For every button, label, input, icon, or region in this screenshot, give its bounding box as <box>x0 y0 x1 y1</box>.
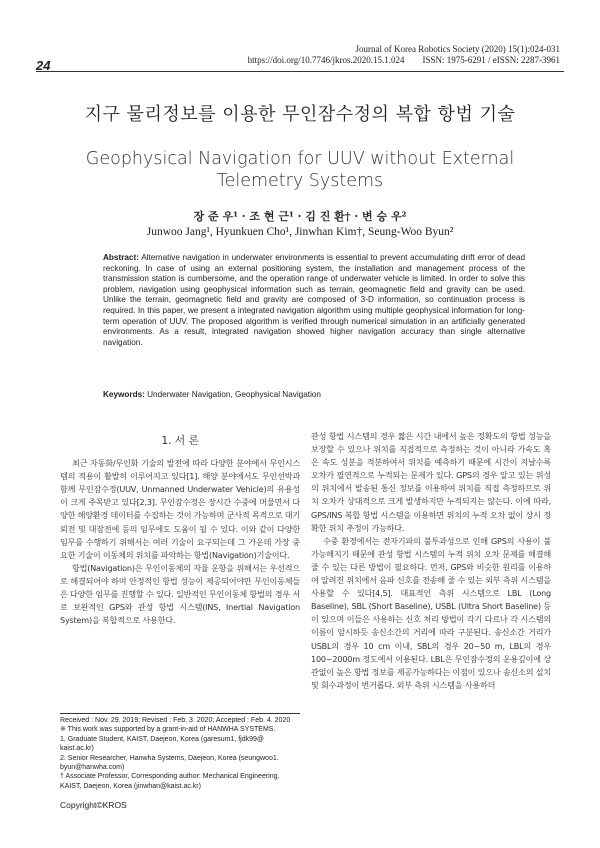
intro-paragraph-1: 최근 자동화/무인화 기술의 발전에 따라 다양한 분야에서 무인시스템의 적용이 활발히 이루어지고 있다[1]. 해양 분야에서도 무인선박과 함께 무인잠수정(UUV, Unmanned Underwater Vehicle)의 유용성이 크게 주목받고 있다[2,3]. 무인잠수정은 장시간 수중에 머물면서 다양한 해양환경 데이터를 수집하는 것이 가능하며 군사적 목적으로 대기뢰전 및 대잠전에 등의 임무에도 도움이 될 수 있다. 이와 같이 다양한 임무를 수행하기 위해서는 여러 기술이 요구되는데 그 가운데 가장 중요한 기술이 이동체의 위치를 파악하는 항법(Navigation)기술이다. <box>60 458 300 560</box>
keywords-text: Underwater Navigation, Geophysical Navigation <box>147 390 321 399</box>
left-column <box>60 428 300 627</box>
journal-citation: Journal of Korea Robotics Society (2020) 15(1):024-031 <box>355 44 560 54</box>
right-column <box>311 430 551 692</box>
korean-title: 지구 물리정보를 이용한 무인잠수정의 복합 항법 기술 <box>84 104 516 125</box>
footnote-2: 2. Senior Researcher, Hanwha Systems, Daejeon, Korea (seungwoo1. byun@hanwha.com) <box>60 754 279 772</box>
footnote-1: 1. Graduate Student, KAIST, Daejeon, Korea (garesum1, fjdk99@ kaist.ac.kr) <box>60 735 264 753</box>
korean-authors: 장 준 우¹ · 조 현 근¹ · 김 진 환† · 변 승 우² <box>193 210 407 223</box>
right-paragraph-2: 수중 환경에서는 전자기파의 불투과성으로 인해 GPS의 사용이 불가능해지기 때문에 관성 항법 시스템의 누적 위치 오차 문제를 해결해줄 수 있는 다른 방법이 필요하다. 먼저, GPS와 비슷한 원리를 이용하여 알려진 위치에서 음파 신호를 전송해 줄 수 있는 외부 측위 시스템을 사용할 수 있다[4,5]. 대표적인 측위 시스템으로 LBL (Long Baseline), SBL (Short Baseline), USBL (Ultra Short Baseline) 등이 있으며 이들은 사용하는 신호 처리 방법이 각기 다르나 각 시스템의 이름이 암시하듯 송신소간의 거리에 따라 구분된다. 송신소간 거리가 USBL의 경우 10 cm 이내, SBL의 경우 20~50 m, LBL의 경우 100~2000m 정도에서 이용된다. LBL은 무인잠수정의 운용깊이에 상관없이 높은 항법 정보를 제공가능하다는 이점이 있으나 송신소의 설치 및 회수과정이 번거롭다. 외부 측위 시스템을 사용하더 <box>311 535 551 690</box>
keywords-label: Keywords: <box>103 390 145 399</box>
page-number: 24 <box>36 58 51 73</box>
footnote-support: ※ This work was supported by a grant-in-aid of HANWHA SYSTEMS. <box>60 726 276 734</box>
footnotes <box>60 716 305 791</box>
abstract <box>103 253 525 348</box>
footnote-3: † Associate Professor, Corresponding author: Mechanical Engineering, KAIST, Daejeon, Korea (jinwhan@kaist.ac.kr) <box>60 773 280 790</box>
header-rule <box>36 71 564 72</box>
section-heading: 1. 서 론 <box>161 434 199 447</box>
abstract-text: Alternative navigation in underwater environments is essential to prevent accumulating drift error of dead reckoning. In case of using an external positioning system, the installation and management process of the transmission station is cumbersome, and the operation range of underwater vehicle is limited. In order to solve this problem, navigation using geophysical information such as terrain, geomagnetic field and gravity can be used. Unlike the terrain, geomagnetic field and gravity are composed of 3-D information, so continuation process is required. In this paper, we present a integrated navigation algorithm using multiple geophysical information for long-term operation of UUV. The proposed algorithm is verified through numerical simulation in an artificially generated environments. As a result, integrated navigation showed higher navigation accuracy than single alternative navigation. <box>103 253 526 347</box>
right-paragraph-1: 관성 항법 시스템의 경우 짧은 시간 내에서 높은 정확도의 항법 성능을 보장할 수 있으나 위치를 직접적으로 측정하는 것이 아니라 가속도 혹은 속도 성분을 적분하여서 위치를 예측하기 때문에 시간이 지날수록 오차가 필연적으로 누적되는 문제가 있다. GPS의 경우 알고 있는 위성의 위치에서 발송된 통신 정보를 이용하여 위치를 직접 측정하므로 위치 오차가 상대적으로 크게 발생하지만 누적되지는 않는다. 이에 따라, GPS/INS 복합 항법 시스템을 이용하면 위치의 누적 오차 없이 상시 정확한 위치 추정이 가능하다. <box>311 431 551 533</box>
copyright: Copyright©KROS <box>60 800 127 810</box>
english-authors: Junwoo Jang¹, Hyunkuen Cho¹, Jinwhan Kim†, Seung-Woo Byun² <box>146 226 454 238</box>
journal-doi-issn: https://doi.org/10.7746/jkros.2020.15.1.024 ISSN: 1975-6291 / eISSN: 2287-3961 <box>247 55 560 65</box>
intro-paragraph-2: 항법(Navigation)은 무인이동체의 자율 운항을 위해서는 우선적으로 해결되어야 하며 안정적인 항법 성능이 제공되어야만 무인이동체들은 다양한 임무를 진행할 수 있다. 일반적인 무인이동체 항법의 경우 서로 보완적인 GPS와 관성 항법 시스템(INS, Inertial Navigation System)을 복합적으로 사용한다. <box>60 562 300 626</box>
footnote-received: Received : Nov. 29. 2019; Revised : Feb. 3. 2020; Accepted : Feb. 4. 2020 <box>60 717 291 724</box>
journal-info <box>248 44 560 66</box>
keywords <box>103 390 525 399</box>
footnote-rule <box>60 713 300 714</box>
english-title: Geophysical Navigation for UUV without External Telemetry Systems <box>85 149 515 191</box>
abstract-label: Abstract: <box>103 253 139 262</box>
